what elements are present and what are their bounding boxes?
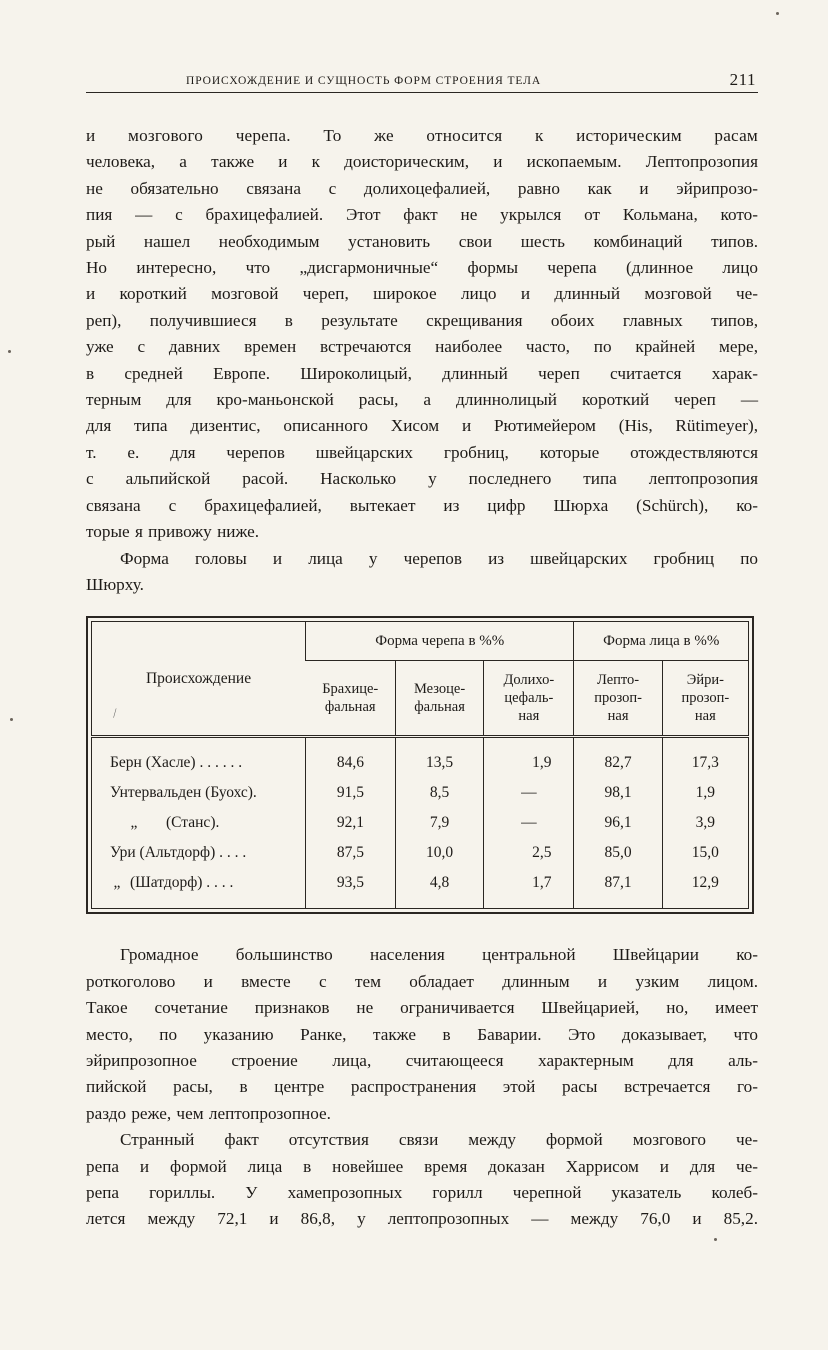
text-line: Странный факт отсутствия связи между формой мозгового че- [120,1130,758,1150]
row-origin-text: (Шатдорф) . . . . [130,874,234,892]
paragraph-3 [86,942,758,1127]
column-header-text: Долихо- цефаль- ная [503,672,555,725]
text-line: человека, а также и к доисторическим, и ископаемым. Лептопрозопия [86,152,758,172]
running-head-title: ПРОИСХОЖДЕНИЕ И СУЩНОСТЬ ФОРМ СТРОЕНИЯ ТЕЛА [186,75,542,87]
column-header-text: Мезоце- фальная [413,681,466,716]
text-line: Громадное большинство населения центральной Швейцарии ко- [120,945,758,965]
data-table-frame [86,616,754,914]
text-line: лется между 72,1 и 86,8, у лептопрозопных — между 76,0 и 85,2. [86,1209,758,1229]
text-line: Форма головы и лица у черепов из швейцарских гробниц по [120,548,758,568]
skull-form-group-header: Форма черепа в %% [306,622,574,661]
dolichocephalic-header [484,661,574,737]
text-line: для типа дизентис, описанного Хисом и Рютимейером (His, Rütimeyer), [86,416,758,436]
text-line: пия — с брахицефалией. Этот факт не укрылся от Кольмана, кото- [86,205,758,225]
text-line: и мозгового черепа. То же относится к историческим расам [86,126,758,145]
table-cell: 84,6 [306,737,396,779]
text-line: в средней Европе. Широколицый, длинный череп считается харак- [86,363,758,383]
table-cell: 87,1 [574,868,662,909]
table-cell: 1,9 [484,737,574,779]
table-cell: 96,1 [574,808,662,838]
table-cell: 12,9 [662,868,748,909]
table-cell: — [484,778,574,808]
table-cell: — [484,808,574,838]
text-line: Шюрху. [86,574,144,594]
text-line: с альпийской расой. Насколько у последнего типа лептопрозопия [86,469,758,489]
paper-speck [714,1238,717,1241]
table-row [92,838,749,868]
text-line: место, по указанию Ранке, также в Баварии. Это доказывает, что [86,1024,758,1044]
ditto-mark: „ [113,874,121,892]
table-row [92,868,749,909]
table-cell: 85,0 [574,838,662,868]
paper-speck [8,350,11,353]
row-origin [92,808,306,838]
paper-speck [776,12,779,15]
table-cell: 13,5 [395,737,483,779]
text-line: не обязательно связана с долихоцефалией, равно как и эйрипрозо- [86,178,758,198]
table-cell: 82,7 [574,737,662,779]
text-line: торые я привожу ниже. [86,522,260,542]
origin-column-header: Происхождение [92,622,306,737]
text-line: уже с давних времен встречаются наиболее часто, по крайней мере, [86,337,758,357]
table-cell: 17,3 [662,737,748,779]
text-line: и короткий мозговой череп, широкое лицо и длинный мозговой че- [86,284,758,304]
table-cell: 2,5 [484,838,574,868]
row-origin [92,868,306,909]
brachycephalic-header [306,661,396,737]
leptoprosopic-header [574,661,662,737]
text-line: роткоголово и вместе с тем обладает длинным и узким лицом. [86,971,758,991]
table-cell: 4,8 [395,868,483,909]
table-cell: 87,5 [306,838,396,868]
paragraph-4 [86,1127,758,1233]
table-cell: 15,0 [662,838,748,868]
page-number: 211 [729,70,756,89]
text-line: репа и формой лица в новейшее время доказан Харрисом и для че- [86,1156,758,1176]
running-head [86,62,758,93]
mesocephalic-header [395,661,483,737]
text-line: Но интересно, что „дисгармоничные“ формы черепа (длинное лицо [86,258,758,278]
table-cell: 92,1 [306,808,396,838]
table-cell: 8,5 [395,778,483,808]
table-row [92,737,749,779]
table-cell: 98,1 [574,778,662,808]
table-cell: 91,5 [306,778,396,808]
paper-speck [10,718,13,721]
column-header-text: Брахице- фальная [322,681,379,716]
text-line: рый нашел необходимым установить свои шесть комбинаций типов. [86,231,758,251]
row-origin: Ури (Альтдорф) . . . . [110,844,247,862]
table-row [92,808,749,838]
table-cell: 93,5 [306,868,396,909]
text-line: связана с брахицефалией, вытекает из цифр Шюрха (Schürch), ко- [86,495,758,515]
text-line: Такое сочетание признаков не ограничивается Швейцарией, но, имеет [86,998,758,1018]
pen-mark: ⁄ [111,706,119,721]
table-row [92,778,749,808]
euryprosopic-header [662,661,748,737]
row-origin: Берн (Хасле) . . . . . . [110,754,243,772]
table-cell: 10,0 [395,838,483,868]
text-line: репа гориллы. У хамепрозопных горилл черепной указатель колеб- [86,1182,758,1202]
column-header-text: Эйри- прозоп- ная [681,672,730,725]
table-cell: 1,9 [662,778,748,808]
text-line: эйрипрозопное строение лица, считающееся характерным для аль- [86,1050,758,1070]
text-line: раздо реже, чем лептопрозопное. [86,1103,331,1123]
paragraph-1 [86,123,758,546]
text-line: т. е. для черепов швейцарских гробниц, которые отождествляются [86,442,758,462]
column-header-text: Лепто- прозоп- ная [594,672,642,725]
paragraph-2 [86,546,758,599]
table-cell: 1,7 [484,868,574,909]
text-line: реп), получившиеся в результате скрещивания обоих главных типов, [86,310,758,330]
table-cell: 7,9 [395,808,483,838]
row-origin-text: (Станс). [166,814,220,832]
table-cell: 3,9 [662,808,748,838]
text-line: пийской расы, в центре распространения этой расы встречается го- [86,1077,758,1097]
ditto-mark: „ [130,814,138,832]
skull-form-table [91,621,749,909]
text-line: терным для кро-маньонской расы, а длиннолицый короткий череп — [86,390,758,410]
face-form-group-header: Форма лица в %% [574,622,749,661]
row-origin: Унтервальден (Буохс). [110,784,257,802]
book-page [86,62,758,1233]
